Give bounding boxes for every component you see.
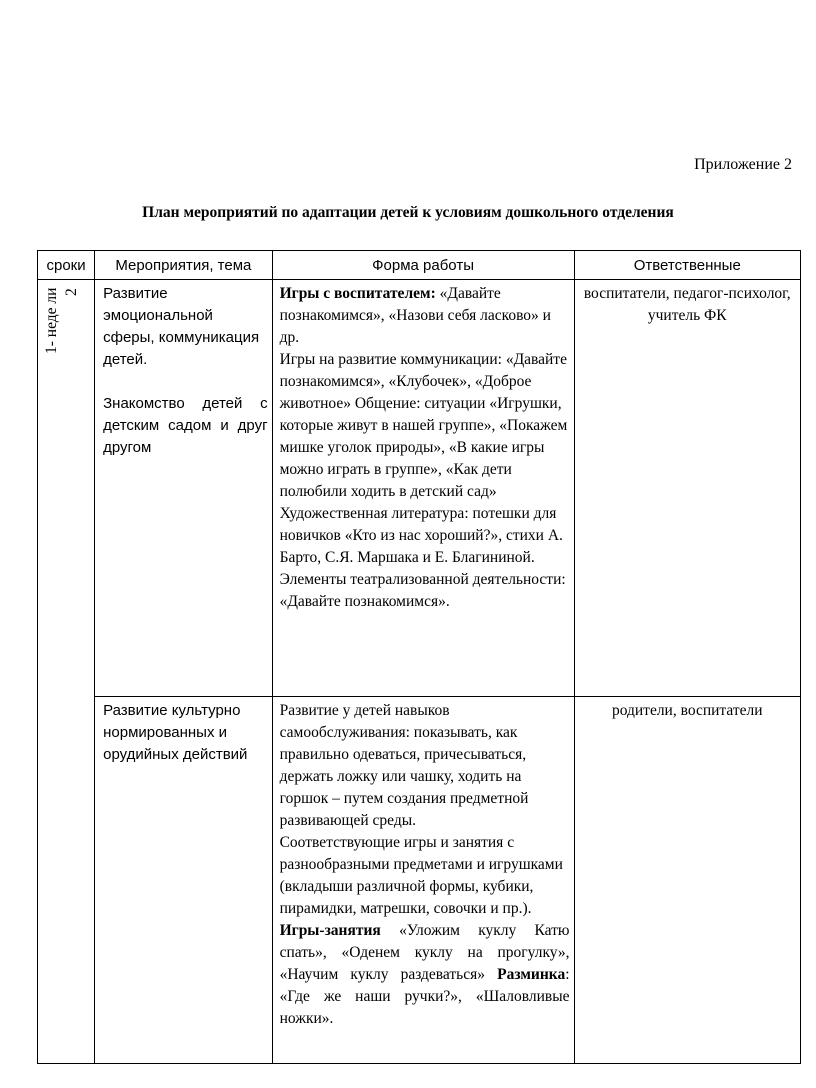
terms-line-1: 1- неде ли — [43, 288, 60, 355]
header-terms: сроки — [38, 251, 95, 280]
form-text: : «Где же наши ручки?», «Шаловливые ножки». — [279, 966, 570, 1027]
form-paragraph: Художественная литература: потешки для новичков «Кто из нас хороший?», стихи А. Барто, С.Я. Маршака и Е. Благининой. — [279, 505, 563, 566]
terms-vertical-text — [42, 288, 82, 400]
events-paragraph: Развитие эмоциональной сферы, коммуникация детей. — [103, 285, 260, 368]
header-events: Мероприятия, тема — [95, 251, 272, 280]
form-paragraph — [280, 920, 570, 1030]
form-cell — [272, 280, 574, 697]
form-paragraph: Развитие у детей навыков самообслуживания: показывать, как правильно одеваться, причесываться, держать ложку или чашку, ходить на горшок – путем создания предметной развивающей среды. — [279, 702, 529, 829]
events-cell — [95, 697, 272, 1064]
header-responsible: Ответственные — [574, 251, 800, 280]
document-title: План мероприятий по адаптации детей к условиям дошкольного отделения — [142, 204, 674, 221]
terms-cell — [38, 280, 95, 1064]
form-paragraph: Игры на развитие коммуникации: «Давайте познакомимся», «Клубочек», «Доброе животное» Общение: ситуации «Игрушки, которые живут в нашей группе», «Покажем мишке уголок природы», «В какие игры можно играть в группе», «Как дети полюбили ходить в детский сад» — [279, 351, 568, 500]
table-row — [38, 280, 801, 697]
responsible-text: родители, воспитатели — [611, 702, 763, 719]
form-text: «Давайте познакомимся», «Назови себя ласково» и др. — [279, 285, 551, 346]
appendix-label: Приложение 2 — [694, 156, 792, 173]
form-paragraph — [280, 283, 570, 349]
terms-line-2: 2 — [63, 288, 80, 296]
table-row — [38, 697, 801, 1064]
form-paragraph: Элементы театрализованной деятельности: «Давайте познакомимся». — [279, 571, 566, 610]
header-form: Форма работы — [272, 251, 574, 280]
responsible-cell — [574, 280, 800, 697]
table-header-row — [38, 251, 801, 280]
form-bold-label: Разминка — [497, 966, 566, 983]
responsible-text: воспитатели, педагог-психолог, учитель ФК — [583, 285, 791, 324]
responsible-cell — [574, 697, 800, 1064]
form-bold-label: Игры-занятия — [279, 922, 381, 939]
form-text: «Уложим куклу Катю спать», «Оденем куклу на прогулку», «Научим куклу раздеваться» — [279, 922, 570, 983]
form-cell — [272, 697, 574, 1064]
events-paragraph: Развитие культурно нормированных и орудийных действий — [103, 702, 248, 763]
activity-plan-table — [37, 250, 801, 1064]
events-paragraph: Знакомство детей с детским садом и друг другом — [103, 395, 268, 456]
form-paragraph: Соответствующие игры и занятия с разнообразными предметами и игрушками (вкладыши различной формы, кубики, пирамидки, матрешки, совочки и пр.). — [279, 834, 563, 917]
events-cell — [95, 280, 272, 697]
form-bold-label: Игры с воспитателем: — [279, 285, 436, 302]
